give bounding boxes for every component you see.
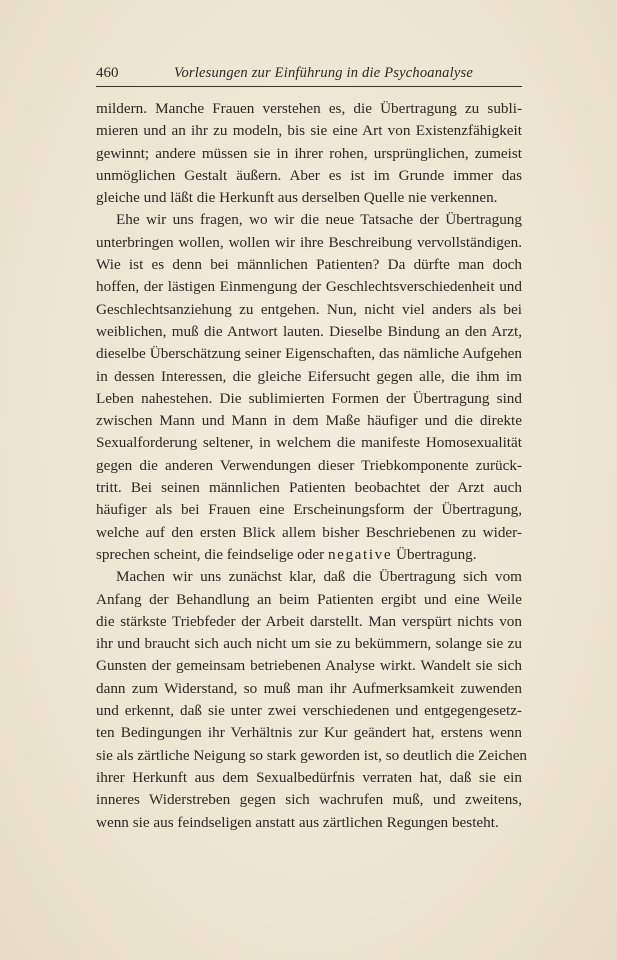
- text-line: gegen die anderen Verwendungen dieser Triebkomponente zurück-: [96, 456, 522, 474]
- paragraph-3: [96, 566, 528, 834]
- text-line: [96, 544, 522, 566]
- body-text: [96, 98, 528, 834]
- line-text: Übertragung.: [392, 545, 477, 563]
- text-line: mildern. Manche Frauen verstehen es, die Übertragung zu subli-: [96, 100, 522, 117]
- text-line: dann zum Widerstand, so muß man ihr Aufmerksamkeit zuwenden: [96, 679, 522, 697]
- text-line: Wie ist es denn bei männlichen Patienten? Da dürfte man doch: [96, 256, 522, 274]
- text-line: in dessen Interessen, die gleiche Eifersucht gegen alle, die ihm im: [96, 367, 522, 385]
- text-line: häufiger als bei Frauen eine Erscheinungsform der Übertragung,: [96, 501, 522, 519]
- running-title: Vorlesungen zur Einführung in die Psychoanalyse: [174, 65, 473, 81]
- text-line: die stärkste Triebfeder der Arbeit darstellt. Man verspürt nichts von: [96, 612, 522, 630]
- text-line: Gunsten der gemeinsam betriebenen Analyse wirkt. Wandelt sie sich: [96, 657, 522, 675]
- header-rule: [96, 86, 522, 87]
- text-line: und erkennt, daß sie unter zwei verschiedenen und entgegengesetz-: [96, 702, 522, 720]
- text-line: gewinnt; andere müssen sie in ihrer rohen, ursprünglichen, zumeist: [96, 144, 522, 162]
- text-line: Geschlechtsanziehung zu entgehen. Nun, nicht viel anders als bei: [96, 300, 522, 318]
- text-line: Leben nahestehen. Die sublimierten Formen der Übertragung sind: [96, 389, 522, 407]
- emphasized-word: negative: [327, 545, 393, 563]
- text-line: dieselbe Überschätzung seiner Eigenschaften, das nämliche Aufgehen: [96, 345, 522, 363]
- text-line: Machen wir uns zunächst klar, daß die Übertragung sich vom: [116, 568, 522, 586]
- text-line: Sexualforderung seltener, in welchem die manifeste Homosexualität: [96, 434, 522, 452]
- text-line: unterbringen wollen, wollen wir ihre Beschreibung vervollständigen.: [96, 233, 522, 251]
- text-line: gleiche und läßt die Herkunft aus derselben Quelle nie verkennen.: [96, 189, 498, 207]
- text-line: ten Bedingungen ihr Verhältnis zur Kur geändert hat, erstens wenn: [96, 724, 522, 742]
- text-line: welche auf den ersten Blick allem bisher Beschriebenen zu wider-: [96, 523, 522, 541]
- text-line: inneres Widerstreben gegen sich wachrufen muß, und zweitens,: [96, 791, 522, 809]
- text-line: sie als zärtliche Neigung so stark geworden ist, so deutlich die Zeichen: [96, 746, 528, 764]
- text-line: unmöglichen Gestalt äußern. Aber es ist im Grunde immer das: [96, 166, 522, 184]
- text-line: tritt. Bei seinen männlichen Patienten beobachtet der Arzt auch: [96, 479, 522, 497]
- page-header: [96, 63, 522, 85]
- paragraph-2: [96, 209, 522, 566]
- text-line: Anfang der Behandlung an beim Patienten ergibt und eine Weile: [96, 590, 522, 608]
- text-line: mieren und an ihr zu modeln, bis sie eine Art von Existenzfähigkeit: [96, 122, 522, 140]
- text-line: wenn sie aus feindseligen anstatt aus zärtlichen Regungen besteht.: [96, 813, 499, 831]
- paragraph-1: [96, 98, 522, 209]
- text-line: hoffen, der lästigen Einmengung der Geschlechtsverschiedenheit und: [96, 278, 522, 296]
- page-number: 460: [96, 65, 119, 81]
- text-line: zwischen Mann und Mann in dem Maße häufiger und die direkte: [96, 412, 522, 430]
- text-line: ihr und braucht sich auch nicht um sie zu bekümmern, solange sie zu: [96, 635, 522, 653]
- text-line: weiblichen, muß die Antwort lauten. Dieselbe Bindung an den Arzt,: [96, 322, 522, 340]
- text-line: Ehe wir uns fragen, wo wir die neue Tatsache der Übertragung: [116, 211, 522, 229]
- line-text: sprechen scheint, die feindselige oder: [96, 545, 328, 563]
- text-line: ihrer Herkunft aus dem Sexualbedürfnis verraten hat, daß sie ein: [96, 768, 522, 786]
